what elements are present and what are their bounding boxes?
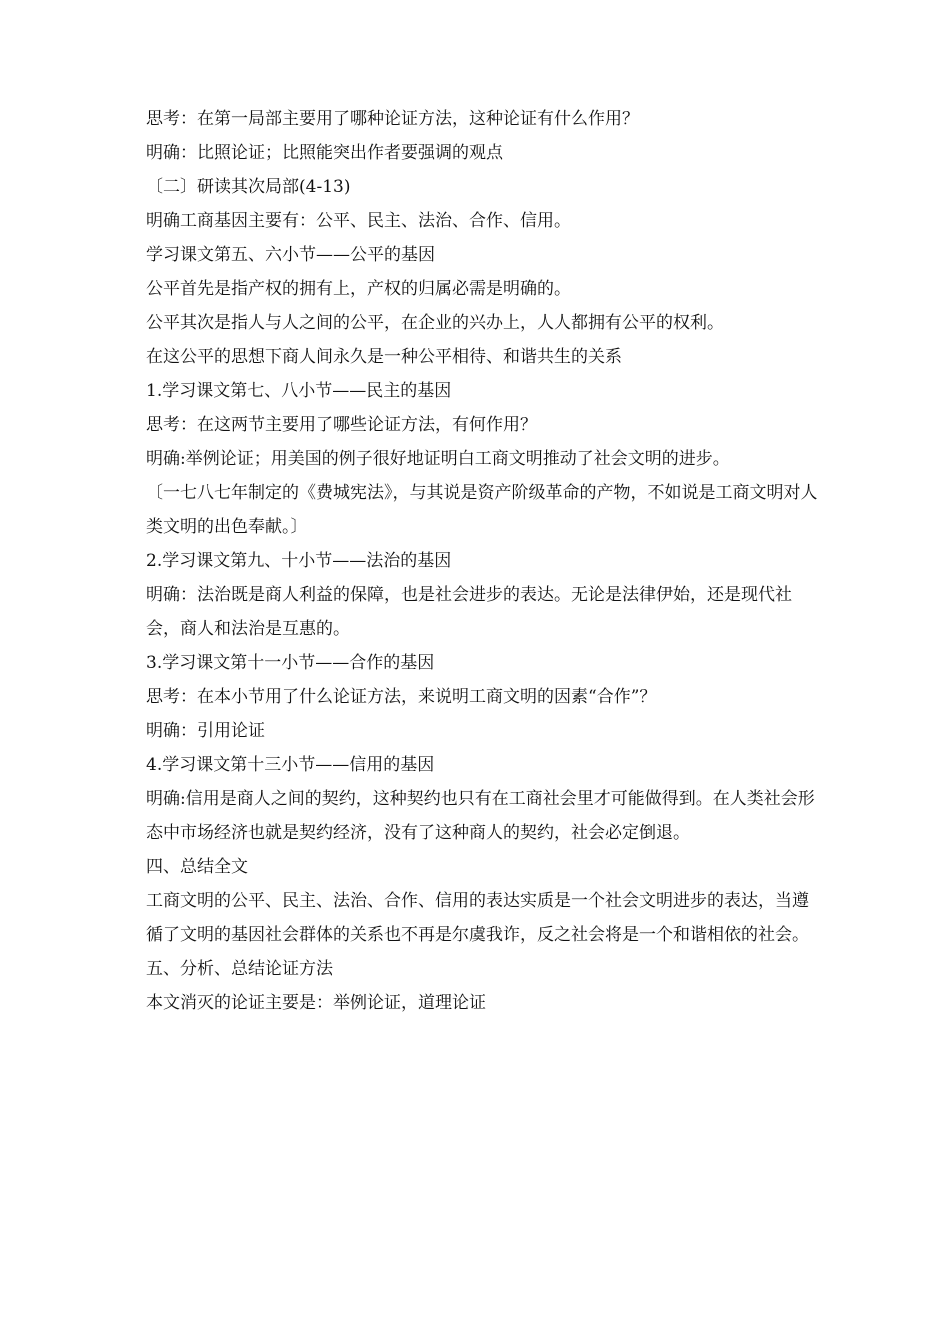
text-line: 思考：在第一局部主要用了哪种论证方法，这种论证有什么作用？ [146,109,639,129]
subsection-heading: 2.学习课文第九、十小节——法治的基因 [146,551,452,571]
section-heading: 〔二〕研读其次局部(4-13) [146,177,351,197]
document-body [146,102,818,1020]
text-line: 在这公平的思想下商人间永久是一种公平相待、和谐共生的关系 [146,347,622,367]
text-paragraph: 工商文明的公平、民主、法治、合作、信用的表达实质是一个社会文明进步的表达，当遵循了文明的基因社会群体的关系也不再是尔虞我诈，反之社会将是一个和谐相依的社会。 [146,891,809,945]
text-line: 公平其次是指人与人之间的公平，在企业的兴办上，人人都拥有公平的权利。 [146,313,724,333]
text-line: 明确：比照论证；比照能突出作者要强调的观点 [146,143,503,163]
text-line: 明确：引用论证 [146,721,265,741]
text-line: 本文消灭的论证主要是：举例论证，道理论证 [146,993,486,1013]
subsection-heading: 3.学习课文第十一小节——合作的基因 [146,653,435,673]
text-line: 思考：在本小节用了什么论证方法，来说明工商文明的因素“合作”？ [146,687,657,707]
subsection-heading: 1.学习课文第七、八小节——民主的基因 [146,381,452,401]
text-paragraph: 明确:信用是商人之间的契约，这种契约也只有在工商社会里才可能做得到。在人类社会形态中市场经济也就是契约经济，没有了这种商人的契约，社会必定倒退。 [146,789,815,843]
subsection-heading: 学习课文第五、六小节——公平的基因 [146,245,435,265]
text-line: 思考：在这两节主要用了哪些论证方法，有何作用？ [146,415,537,435]
section-heading: 五、分析、总结论证方法 [146,959,333,979]
subsection-heading: 4.学习课文第十三小节——信用的基因 [146,755,435,775]
text-line: 公平首先是指产权的拥有上，产权的归属必需是明确的。 [146,279,571,299]
text-paragraph: 〔一七八七年制定的《费城宪法》，与其说是资产阶级革命的产物，不如说是工商文明对人类文明的出色奉献。〕 [146,483,818,537]
text-line: 明确工商基因主要有：公平、民主、法治、合作、信用。 [146,211,571,231]
text-line: 明确:举例论证；用美国的例子很好地证明白工商文明推动了社会文明的进步。 [146,449,730,469]
text-paragraph: 明确：法治既是商人利益的保障，也是社会进步的表达。无论是法律伊始，还是现代社会，商人和法治是互惠的。 [146,585,792,639]
section-heading: 四、总结全文 [146,857,248,877]
